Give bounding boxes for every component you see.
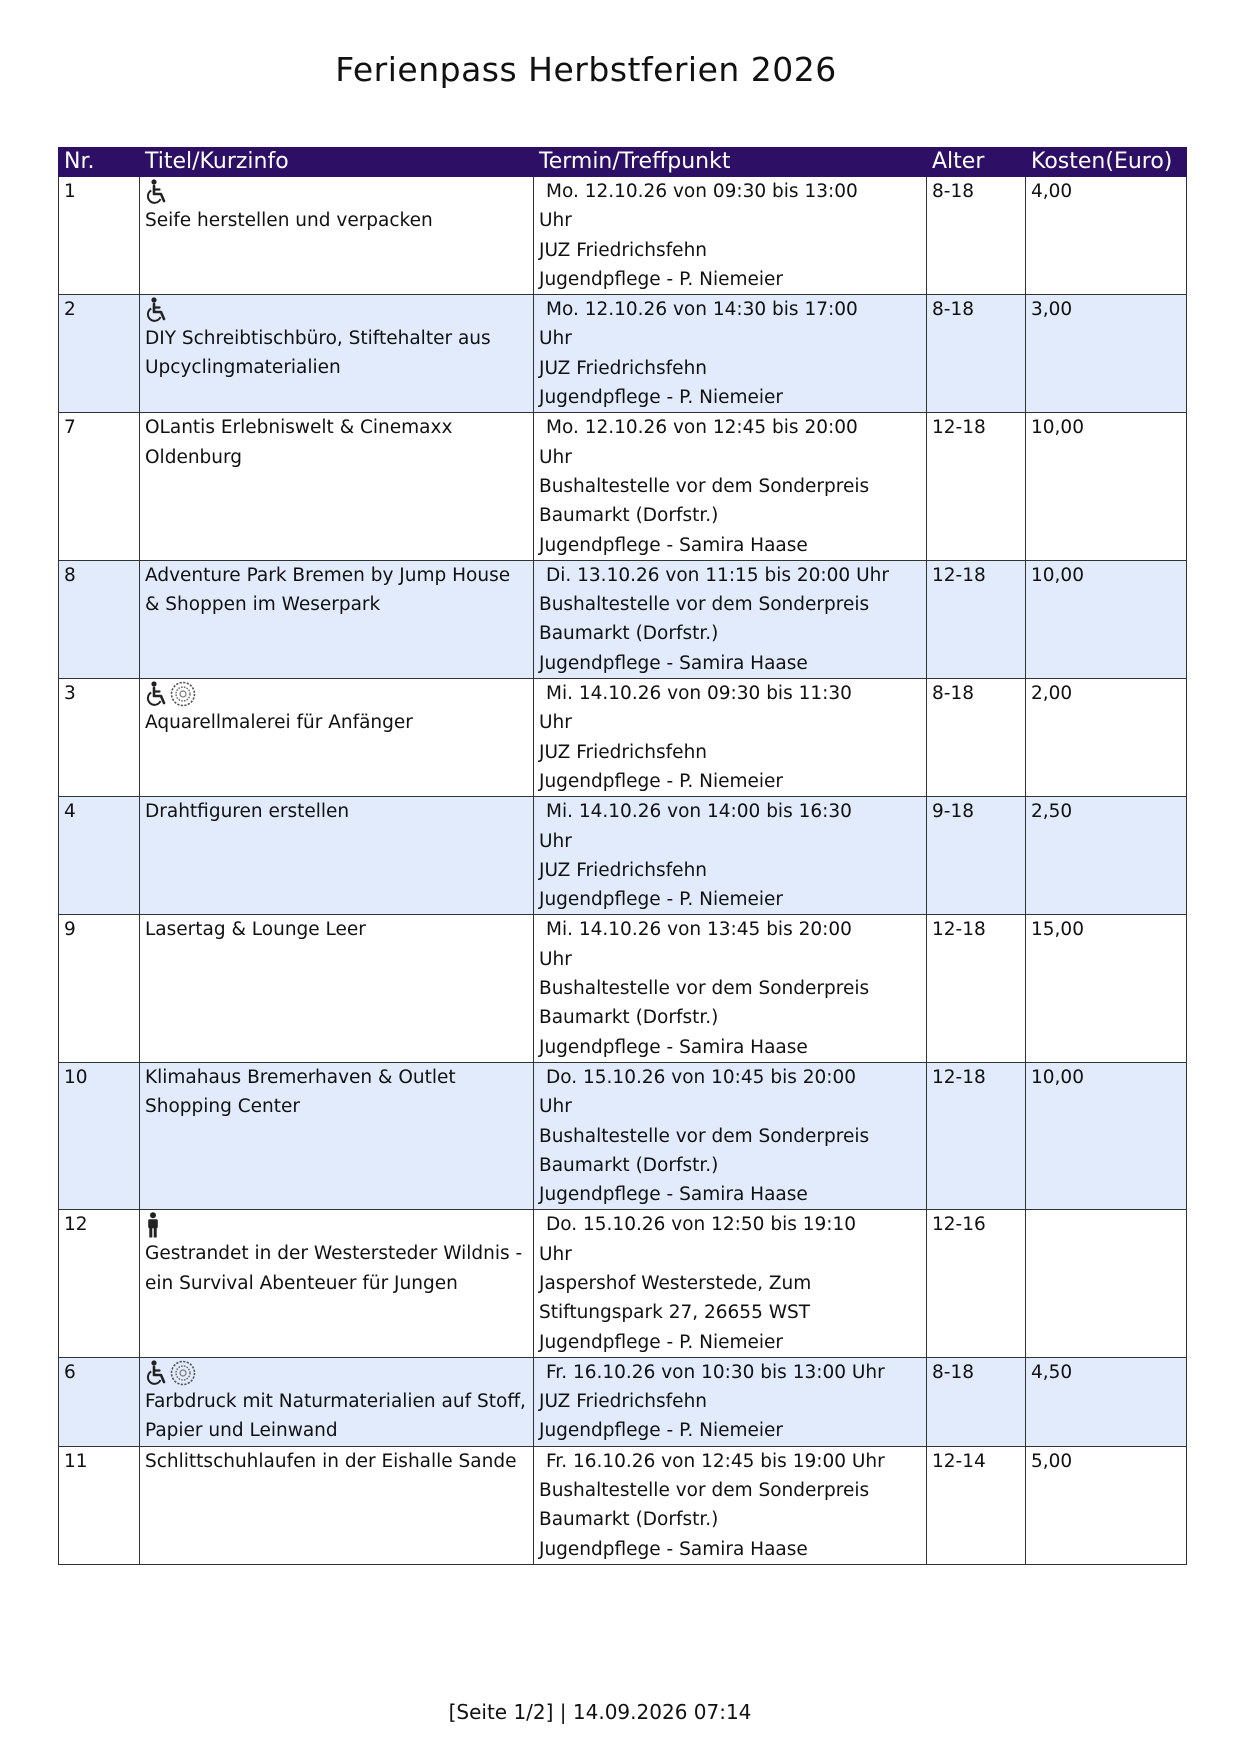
cell-title: [140, 1446, 534, 1564]
meeting-point: Baumarkt (Dorfstr.): [539, 623, 719, 645]
table-row: [59, 1210, 1187, 1357]
wheelchair-icon: [145, 1362, 170, 1383]
cell-cost: 2,00: [1026, 679, 1187, 797]
cell-date-meeting: [534, 797, 927, 915]
event-contact: Jugendpflege - Samira Haase: [539, 652, 808, 674]
cell-age: 8-18: [927, 295, 1026, 413]
meeting-point: Stiftungspark 27, 26655 WST: [539, 1302, 811, 1324]
event-contact: Jugendpflege - P. Niemeier: [539, 1420, 784, 1442]
event-date: Fr. 16.10.26 von 12:45 bis 19:00 Uhr: [546, 1450, 885, 1472]
cell-title: [140, 1357, 534, 1446]
event-title: Schlittschuhlaufen in der Eishalle Sande: [145, 1450, 517, 1472]
meeting-point: Jaspershof Westerstede, Zum: [539, 1272, 812, 1294]
meeting-point: Baumarkt (Dorfstr.): [539, 1509, 719, 1531]
table-row: [59, 177, 1187, 295]
table-header-row: [59, 148, 1187, 177]
event-contact: Jugendpflege - P. Niemeier: [539, 1331, 784, 1353]
cell-date-meeting: [534, 560, 927, 678]
event-title: Aquarellmalerei für Anfänger: [145, 712, 413, 734]
cell-cost: 10,00: [1026, 560, 1187, 678]
table-row: [59, 679, 1187, 797]
cell-age: 12-18: [927, 413, 1026, 560]
meeting-point: Baumarkt (Dorfstr.): [539, 1154, 719, 1176]
event-time-suffix: Uhr: [539, 712, 572, 734]
cell-title: [140, 1210, 534, 1357]
page-title: Ferienpass Herbstferien 2026: [335, 50, 837, 89]
cell-age: 8-18: [927, 679, 1026, 797]
event-date: Di. 13.10.26 von 11:15 bis 20:00 Uhr: [546, 564, 889, 586]
cell-date-meeting: [534, 1062, 927, 1209]
cell-title: [140, 915, 534, 1062]
event-title: Gestrandet in der Westersteder Wildnis - ein Survival Abenteuer für Jungen: [145, 1243, 523, 1294]
header-nr: Nr.: [59, 148, 140, 177]
header-age: Alter: [927, 148, 1026, 177]
meeting-point: Baumarkt (Dorfstr.): [539, 1007, 719, 1029]
cell-nr: 3: [59, 679, 140, 797]
cell-title: [140, 679, 534, 797]
cell-nr: 2: [59, 295, 140, 413]
cell-nr: 11: [59, 1446, 140, 1564]
icon-group: [145, 1358, 528, 1387]
event-title: Klimahaus Bremerhaven & Outlet Shopping Center: [145, 1066, 456, 1118]
cell-cost: 4,50: [1026, 1357, 1187, 1446]
meeting-point: Bushaltestelle vor dem Sonderpreis: [539, 1125, 870, 1147]
cell-cost: 10,00: [1026, 413, 1187, 560]
cell-age: 8-18: [927, 1357, 1026, 1446]
cell-cost: 4,00: [1026, 177, 1187, 295]
event-date: Mi. 14.10.26 von 13:45 bis 20:00: [546, 919, 852, 941]
cell-date-meeting: [534, 915, 927, 1062]
meeting-point: JUZ Friedrichsfehn: [539, 859, 708, 881]
event-title: Lasertag & Lounge Leer: [145, 919, 366, 941]
cell-title: [140, 560, 534, 678]
meeting-point: JUZ Friedrichsfehn: [539, 357, 708, 379]
sensory-icon: [170, 683, 197, 704]
event-date: Fr. 16.10.26 von 10:30 bis 13:00 Uhr: [546, 1361, 885, 1383]
event-date: Mi. 14.10.26 von 14:00 bis 16:30: [546, 801, 852, 823]
event-title: DIY Schreibtischbüro, Stiftehalter aus Upcyclingmaterialien: [145, 328, 491, 379]
event-time-suffix: Uhr: [539, 948, 572, 970]
cell-age: 8-18: [927, 177, 1026, 295]
event-date: Do. 15.10.26 von 12:50 bis 19:10: [546, 1214, 857, 1236]
cell-nr: 9: [59, 915, 140, 1062]
table-row: [59, 295, 1187, 413]
wheelchair-icon: [145, 683, 170, 704]
event-date: Mo. 12.10.26 von 14:30 bis 17:00: [546, 299, 858, 321]
event-time-suffix: Uhr: [539, 1243, 572, 1265]
cell-age: 9-18: [927, 797, 1026, 915]
cell-age: 12-18: [927, 560, 1026, 678]
cell-date-meeting: [534, 177, 927, 295]
header-cost: Kosten(Euro): [1026, 148, 1187, 177]
meeting-point: JUZ Friedrichsfehn: [539, 239, 708, 261]
cell-cost: 2,50: [1026, 797, 1187, 915]
table-row: [59, 797, 1187, 915]
cell-nr: 4: [59, 797, 140, 915]
cell-cost: [1026, 1210, 1187, 1357]
cell-cost: 15,00: [1026, 915, 1187, 1062]
meeting-point: JUZ Friedrichsfehn: [539, 1391, 708, 1413]
cell-date-meeting: [534, 295, 927, 413]
event-contact: Jugendpflege - Samira Haase: [539, 534, 808, 556]
program-table: [58, 147, 1187, 1565]
event-date: Mo. 12.10.26 von 09:30 bis 13:00: [546, 181, 858, 202]
cell-title: [140, 177, 534, 295]
header-title: Titel/Kurzinfo: [140, 148, 534, 177]
table-row: [59, 915, 1187, 1062]
meeting-point: Baumarkt (Dorfstr.): [539, 505, 719, 527]
table-row: [59, 560, 1187, 678]
event-contact: Jugendpflege - Samira Haase: [539, 1036, 808, 1058]
cell-date-meeting: [534, 679, 927, 797]
cell-age: 12-16: [927, 1210, 1026, 1357]
wheelchair-icon: [145, 299, 170, 320]
event-title: Seife herstellen und verpacken: [145, 210, 433, 231]
cell-age: 12-18: [927, 1062, 1026, 1209]
event-date: Do. 15.10.26 von 10:45 bis 20:00: [546, 1066, 857, 1088]
cell-nr: 1: [59, 177, 140, 295]
meeting-point: Bushaltestelle vor dem Sonderpreis: [539, 978, 870, 1000]
meeting-point: Bushaltestelle vor dem Sonderpreis: [539, 475, 870, 497]
cell-nr: 12: [59, 1210, 140, 1357]
cell-title: [140, 797, 534, 915]
sensory-icon: [170, 1362, 197, 1383]
cell-nr: 7: [59, 413, 140, 560]
meeting-point: JUZ Friedrichsfehn: [539, 741, 708, 763]
cell-date-meeting: [534, 1446, 927, 1564]
cell-nr: 10: [59, 1062, 140, 1209]
event-time-suffix: Uhr: [539, 1096, 572, 1118]
cell-date-meeting: [534, 1210, 927, 1357]
event-contact: Jugendpflege - P. Niemeier: [539, 770, 784, 792]
cell-cost: 3,00: [1026, 295, 1187, 413]
meeting-point: Bushaltestelle vor dem Sonderpreis: [539, 1480, 870, 1502]
cell-date-meeting: [534, 413, 927, 560]
cell-nr: 8: [59, 560, 140, 678]
cell-nr: 6: [59, 1357, 140, 1446]
icon-group: [145, 177, 528, 206]
event-title: Farbdruck mit Naturmaterialien auf Stoff, Papier und Leinwand: [145, 1390, 526, 1442]
event-time-suffix: Uhr: [539, 210, 572, 232]
event-contact: Jugendpflege - Samira Haase: [539, 1184, 808, 1206]
event-date: Mi. 14.10.26 von 09:30 bis 11:30: [546, 683, 852, 705]
cell-age: 12-18: [927, 915, 1026, 1062]
cell-title: [140, 1062, 534, 1209]
meeting-point: Bushaltestelle vor dem Sonderpreis: [539, 594, 870, 616]
event-contact: Jugendpflege - P. Niemeier: [539, 268, 784, 290]
table-row: [59, 1062, 1187, 1209]
icon-group: [145, 295, 528, 324]
event-date: Mo. 12.10.26 von 12:45 bis 20:00: [546, 417, 858, 439]
cell-title: [140, 295, 534, 413]
cell-cost: 5,00: [1026, 1446, 1187, 1564]
icon-group: [145, 679, 528, 708]
cell-cost: 10,00: [1026, 1062, 1187, 1209]
icon-group: [145, 1210, 528, 1239]
event-contact: Jugendpflege - P. Niemeier: [539, 889, 784, 911]
page-footer: [Seite 1/2] | 14.09.2026 07:14: [448, 1700, 752, 1724]
event-time-suffix: Uhr: [539, 328, 572, 350]
cell-date-meeting: [534, 1357, 927, 1446]
header-date-meeting: Termin/Treffpunkt: [534, 148, 927, 177]
wheelchair-icon: [145, 181, 170, 202]
event-title: OLantis Erlebniswelt & Cinemaxx Oldenburg: [145, 417, 453, 468]
table-row: [59, 1357, 1187, 1446]
boy-icon: [145, 1214, 162, 1235]
event-title: Adventure Park Bremen by Jump House & Shoppen im Weserpark: [145, 564, 511, 616]
cell-age: 12-14: [927, 1446, 1026, 1564]
event-title: Drahtfiguren erstellen: [145, 801, 350, 823]
table-row: [59, 413, 1187, 560]
event-contact: Jugendpflege - P. Niemeier: [539, 387, 784, 409]
event-contact: Jugendpflege - Samira Haase: [539, 1538, 808, 1560]
cell-title: [140, 413, 534, 560]
table-row: [59, 1446, 1187, 1564]
event-time-suffix: Uhr: [539, 830, 572, 852]
event-time-suffix: Uhr: [539, 446, 572, 468]
